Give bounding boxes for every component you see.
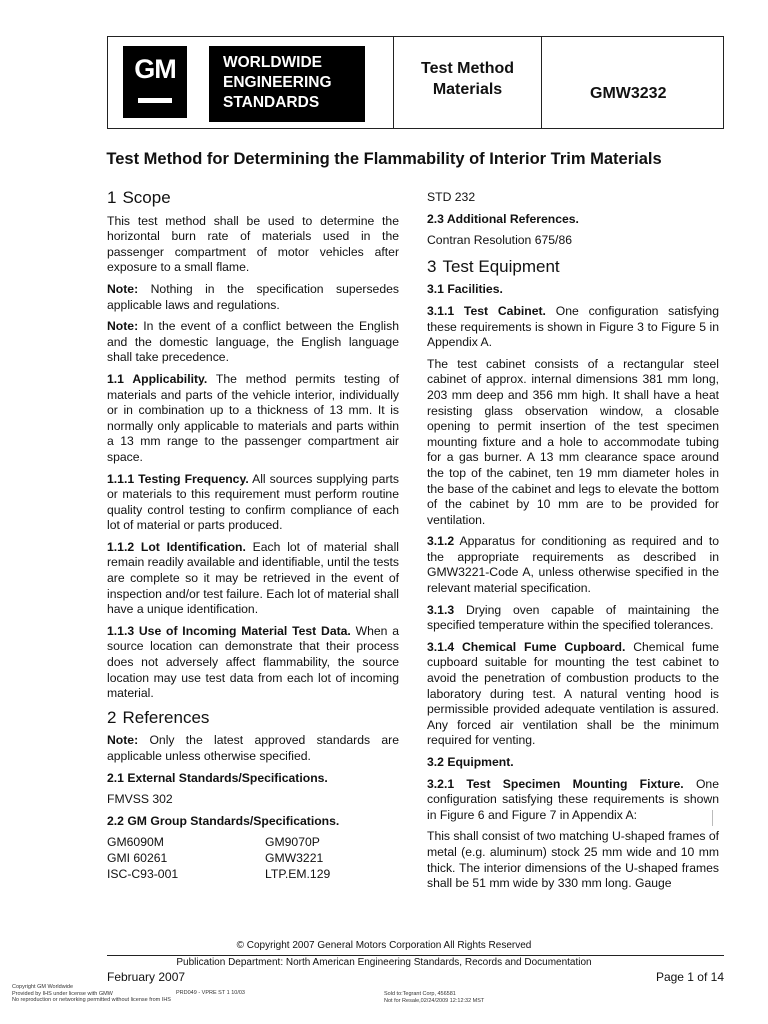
document-title: Test Method for Determining the Flammability of Interior Trim Materials: [106, 150, 662, 168]
header-title-line: Materials: [432, 81, 503, 98]
license-line: Provided by IHS under license with GMW: [12, 990, 113, 997]
section-3-1-3: 3.1.3 Drying oven capable of maintaining the specified temperature within the specified tolerances.: [427, 602, 719, 633]
badge-line: ENGINEERING: [223, 74, 332, 91]
paragraph-frames: This shall consist of two matching U-shaped frames of metal (e.g. aluminum) stock 25 mm wide and 10 mm thick. The interior dimensions of the U-shaped frames shall be 51 mm wide by 330 mm long. Gauge: [427, 829, 719, 891]
paragraph-cabinet: The test cabinet consists of a rectangular steel cabinet of approx. internal dimensions 381 mm long, 203 mm deep and 356 mm high. It shall have a heat resisting glass observation window, a closable opening to permit insertion of the test specimen mounting fixture and a hole to accommodate tubing for a gas burner. A 13 mm clearance space around the top of the cabinet, ten 19 mm diameter holes in the base of the cabinet and legs to elevate the bottom of the cabinet by 10 mm are to be provided for ventilation.: [427, 356, 719, 527]
publication-department: Publication Department: North American Engineering Standards, Records and Documentation: [176, 957, 592, 968]
right-column: [427, 190, 719, 898]
section-heading-references: 2 References: [107, 707, 210, 727]
left-column: [107, 190, 399, 888]
reference-item: GM9070P: [265, 835, 320, 850]
section-3-1: 3.1 Facilities.: [427, 282, 503, 297]
section-3-1-2: 3.1.2 Apparatus for conditioning as required and to the appropriate requirements as described in GMW3221-Code A, unless otherwise specified in the relevant material specification.: [427, 534, 719, 596]
sale-notice: [384, 991, 484, 1004]
paragraph: This test method shall be used to determine the horizontal burn rate of materials used in the passenger compartment of motor vehicles after exposure to a small flame.: [107, 213, 399, 275]
section-2-3: 2.3 Additional References.: [427, 211, 579, 226]
publication-date: February 2007: [107, 970, 186, 984]
page-number: Page 1 of 14: [655, 970, 724, 984]
section-1-1: 1.1 Applicability. The method permits testing of materials and parts of the vehicle interior, individually or in combination up to a thickness of 13 mm. It is normally only applicable to materials and parts within a 13 mm range to the passenger compartment air space.: [107, 371, 399, 464]
worldwide-standards-badge: [209, 46, 365, 122]
badge-line: STANDARDS: [223, 94, 320, 111]
section-3-2-1: 3.2.1 Test Specimen Mounting Fixture. One configuration satisfying these requirements is shown in Figure 6 and Figure 7 in Appendix A:: [427, 776, 719, 822]
header-title-line: Test Method: [420, 60, 515, 77]
margin-change-bar: [712, 810, 716, 826]
reference-item: GMI 60261: [107, 850, 168, 865]
gm-logo-text: GM: [134, 54, 176, 84]
reference-std: STD 232: [427, 190, 476, 204]
document-code: GMW3232: [590, 85, 667, 102]
section-heading-scope: 1 Scope: [107, 188, 171, 207]
license-notice: [12, 984, 171, 1004]
badge-line: WORLDWIDE: [223, 54, 323, 71]
license-line: Copyright GM Worldwide: [12, 984, 74, 990]
sale-line: Sold to:Tegrant Corp, 456581: [384, 991, 456, 997]
section-1-1-1: 1.1.1 Testing Frequency. All sources supplying parts or materials to this requirement must perform routine quality control testing to confirm compliance of each lot of material or parts produced.: [107, 471, 399, 533]
print-code: PRD049 - VPRE ST 1 10/03: [176, 990, 245, 996]
note: Note: In the event of a conflict between the English and the domestic language, the English language shall take precedence.: [107, 319, 399, 365]
reference-fmvss: FMVSS 302: [107, 792, 173, 807]
header-logo-cell: [108, 37, 394, 128]
reference-contran: Contran Resolution 675/86: [427, 233, 572, 248]
section-heading-test-equipment: 3 Test Equipment: [427, 256, 560, 276]
reference-item: GM6090M: [107, 835, 164, 850]
section-3-1-4: 3.1.4 Chemical Fume Cupboard. Chemical fume cupboard suitable for mounting the test cabinet to avoid the penetration of combustion products to the laboratory during test. A natural venting hood is permissible provided adequate ventilation is assured. Any forced air ventilation shall be the minimum required for venting.: [427, 639, 719, 748]
section-1-1-3: 1.1.3 Use of Incoming Material Test Data. When a source location can demonstrate that their process does not adversely affect flammability, the source location may use test data from each lot of incoming material.: [107, 623, 400, 701]
section-1-1-2: 1.1.2 Lot Identification. Each lot of material shall remain readily available and identifiable, until the tests are complete so it may be retrieved in the event of inspection and/or test failure. Each lot of material shall have a unique identification.: [107, 539, 399, 617]
license-line: No reproduction or networking permitted without license from IHS: [12, 997, 171, 1003]
section-3-1-1: 3.1.1 Test Cabinet. One configuration satisfying these requirements is shown in Figure 3 to Figure 5 in Appendix A.: [427, 303, 719, 350]
gm-references-list: [107, 835, 399, 882]
note: Note: Nothing in the specification supersedes applicable laws and regulations.: [107, 281, 399, 312]
section-2-1: 2.1 External Standards/Specifications.: [107, 770, 328, 785]
gm-logo: [123, 46, 187, 118]
header-title-cell: [394, 37, 542, 128]
note: Note: Only the latest approved standards are applicable unless otherwise specified.: [107, 733, 399, 763]
reference-item: LTP.EM.129: [265, 866, 331, 881]
section-3-2: 3.2 Equipment.: [427, 755, 514, 769]
sale-line: Not for Resale,02/24/2009 12:12:32 MST: [384, 997, 485, 1004]
document-header: [107, 36, 724, 129]
section-2-2: 2.2 GM Group Standards/Specifications.: [107, 813, 340, 828]
gm-logo-underline: [138, 98, 172, 103]
reference-item: ISC-C93-001: [107, 866, 179, 881]
reference-item: GMW3221: [265, 850, 324, 865]
footer-divider: [107, 955, 724, 956]
copyright-notice: © Copyright 2007 General Motors Corporation All Rights Reserved: [236, 940, 532, 951]
